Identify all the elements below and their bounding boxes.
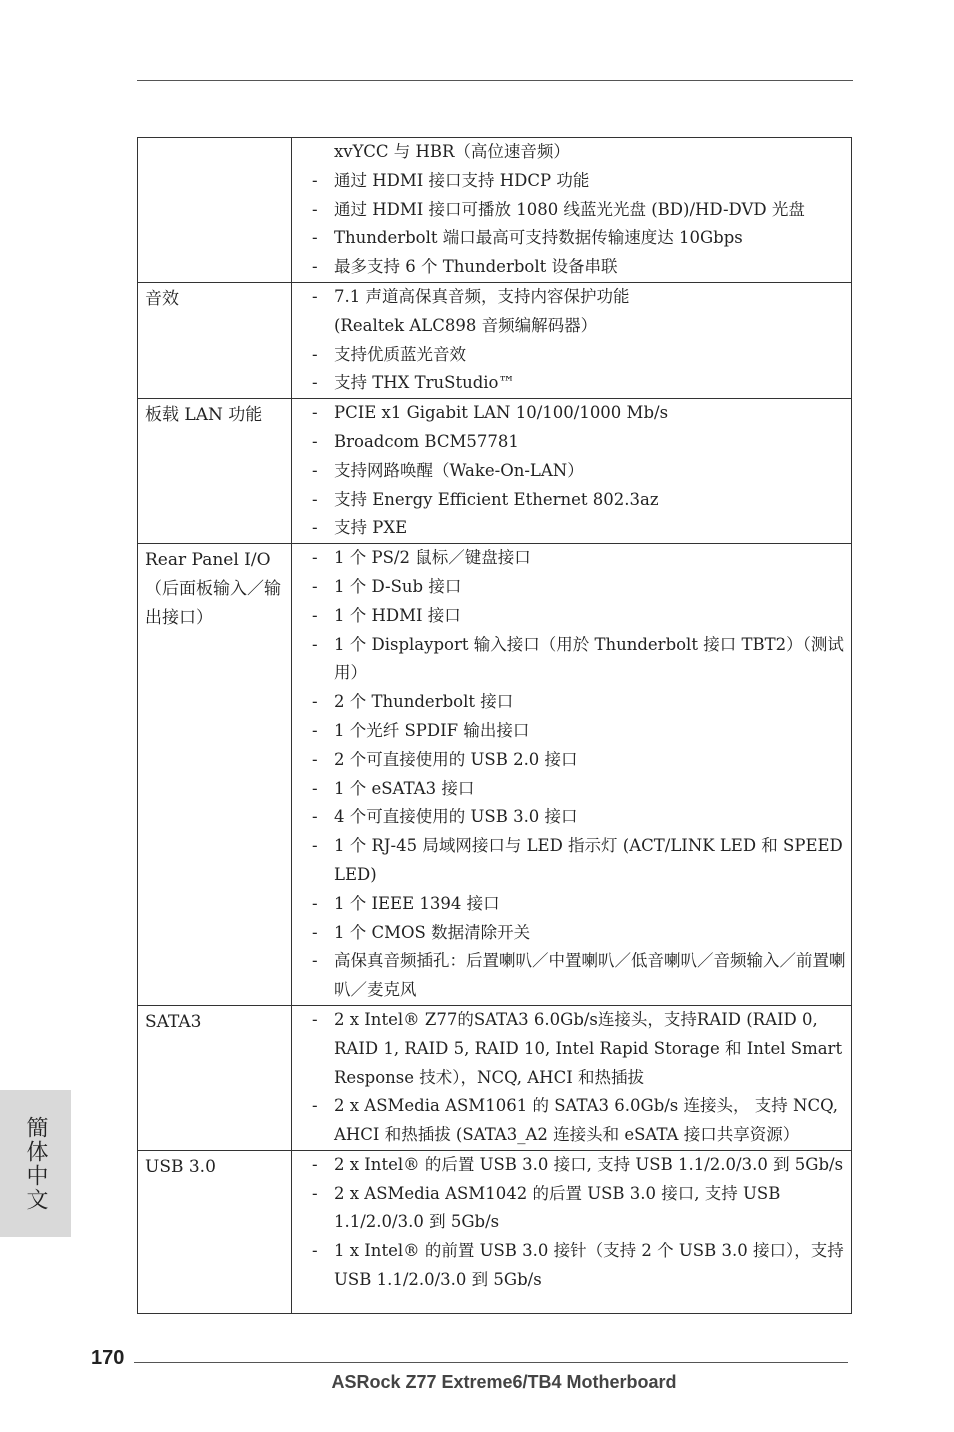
spec-item: - 1 个 RJ-45 局域网接口与 LED 指示灯 (ACT/LINK LED 和 SPEED LED) xyxy=(312,832,849,890)
spec-item: - 通过 HDMI 接口支持 HDCP 功能 xyxy=(312,167,849,196)
spec-row-content xyxy=(292,544,852,1006)
spec-row-content xyxy=(292,1150,852,1313)
spec-row-content xyxy=(292,1005,852,1150)
spec-row-label: 板载 LAN 功能 xyxy=(138,399,292,544)
header-rule xyxy=(137,80,853,81)
language-side-tab xyxy=(0,1090,71,1237)
spec-row-label xyxy=(138,138,292,283)
spec-table-body xyxy=(138,138,852,1314)
spec-item: - 1 个 PS/2 鼠标／键盘接口 xyxy=(312,544,849,573)
spec-item: - 通过 HDMI 接口可播放 1080 线蓝光光盘 (BD)/HD-DVD 光盘 xyxy=(312,196,849,225)
spec-item: - 1 个 CMOS 数据清除开关 xyxy=(312,919,849,948)
spec-item: - 最多支持 6 个 Thunderbolt 设备串联 xyxy=(312,253,849,282)
spec-row-label: 音效 xyxy=(138,282,292,398)
spec-row-content xyxy=(292,282,852,398)
spec-row-label: USB 3.0 xyxy=(138,1150,292,1313)
spec-item: xvYCC 与 HBR（高位速音频） xyxy=(334,142,570,161)
spec-item: - 支持 Energy Efficient Ethernet 802.3az xyxy=(312,486,849,515)
spec-item: - 1 个 Displayport 输入接口（用於 Thunderbolt 接口 TBT2）（测试用） xyxy=(312,631,849,689)
spec-item: - 1 x Intel® 的前置 USB 3.0 接针（支持 2 个 USB 3.0 接口），支持 USB 1.1/2.0/3.0 到 5Gb/s xyxy=(312,1237,849,1295)
spec-item: - 2 个可直接使用的 USB 2.0 接口 xyxy=(312,746,849,775)
spec-item: - 1 个光纤 SPDIF 输出接口 xyxy=(312,717,849,746)
spec-item: - 2 x ASMedia ASM1061 的 SATA3 6.0Gb/s 连接头， 支持 NCQ, AHCI 和热插拔 (SATA3_A2 连接头和 eSATA 接口共享资源） xyxy=(312,1092,849,1150)
spec-row xyxy=(138,1150,852,1313)
spec-row-content xyxy=(292,399,852,544)
spec-row-label: Rear Panel I/O（后面板输入／输出接口） xyxy=(138,544,292,1006)
spec-item: - 高保真音频插孔：后置喇叭／中置喇叭／低音喇叭／音频输入／前置喇叭／麦克风 xyxy=(312,947,849,1005)
spec-table xyxy=(137,137,852,1314)
spec-item: - 1 个 IEEE 1394 接口 xyxy=(312,890,849,919)
spec-item: - 2 个 Thunderbolt 接口 xyxy=(312,688,849,717)
spec-item: - 2 x Intel® 的后置 USB 3.0 接口, 支持 USB 1.1/2.0/3.0 到 5Gb/s xyxy=(312,1151,849,1180)
spec-item: - 2 x ASMedia ASM1042 的后置 USB 3.0 接口, 支持 USB 1.1/2.0/3.0 到 5Gb/s xyxy=(312,1180,849,1238)
spec-item: - Broadcom BCM57781 xyxy=(312,428,849,457)
spacer xyxy=(312,1295,849,1313)
spec-row xyxy=(138,138,852,283)
spec-item: - 1 个 HDMI 接口 xyxy=(312,602,849,631)
spec-row xyxy=(138,544,852,1006)
footer-rule xyxy=(134,1362,848,1363)
spec-item: (Realtek ALC898 音频编解码器） xyxy=(334,315,598,335)
spec-item: - PCIE x1 Gigabit LAN 10/100/1000 Mb/s xyxy=(312,399,849,428)
spec-row xyxy=(138,399,852,544)
spec-item: - 7.1 声道高保真音频，支持内容保护功能 xyxy=(312,283,849,312)
spec-item: - Thunderbolt 端口最高可支持数据传输速度达 10Gbps xyxy=(312,224,849,253)
spec-row xyxy=(138,282,852,398)
spec-row xyxy=(138,1005,852,1150)
footer-title: ASRock Z77 Extreme6/TB4 Motherboard xyxy=(331,1372,677,1392)
spec-item: - 支持优质蓝光音效 xyxy=(312,341,849,370)
spec-item: - 支持网路唤醒（Wake-On-LAN） xyxy=(312,457,849,486)
spec-item: - 支持 PXE xyxy=(312,514,849,543)
spec-item: - 1 个 D-Sub 接口 xyxy=(312,573,849,602)
spec-row-label: SATA3 xyxy=(138,1005,292,1150)
spec-item: - 4 个可直接使用的 USB 3.0 接口 xyxy=(312,803,849,832)
spec-item: - 1 个 eSATA3 接口 xyxy=(312,775,849,804)
spec-item: - 支持 THX TruStudio™ xyxy=(312,369,849,398)
language-label: 簡体中文 xyxy=(23,1115,48,1212)
spec-row-content xyxy=(292,138,852,283)
page-number: 170 xyxy=(91,1347,125,1369)
spec-item: - 2 x Intel® Z77的SATA3 6.0Gb/s连接头，支持RAID (RAID 0, RAID 1, RAID 5, RAID 10, Intel Rapid Storage 和 Intel Smart Response 技术），NCQ, AHCI 和热插拔 xyxy=(312,1006,849,1092)
